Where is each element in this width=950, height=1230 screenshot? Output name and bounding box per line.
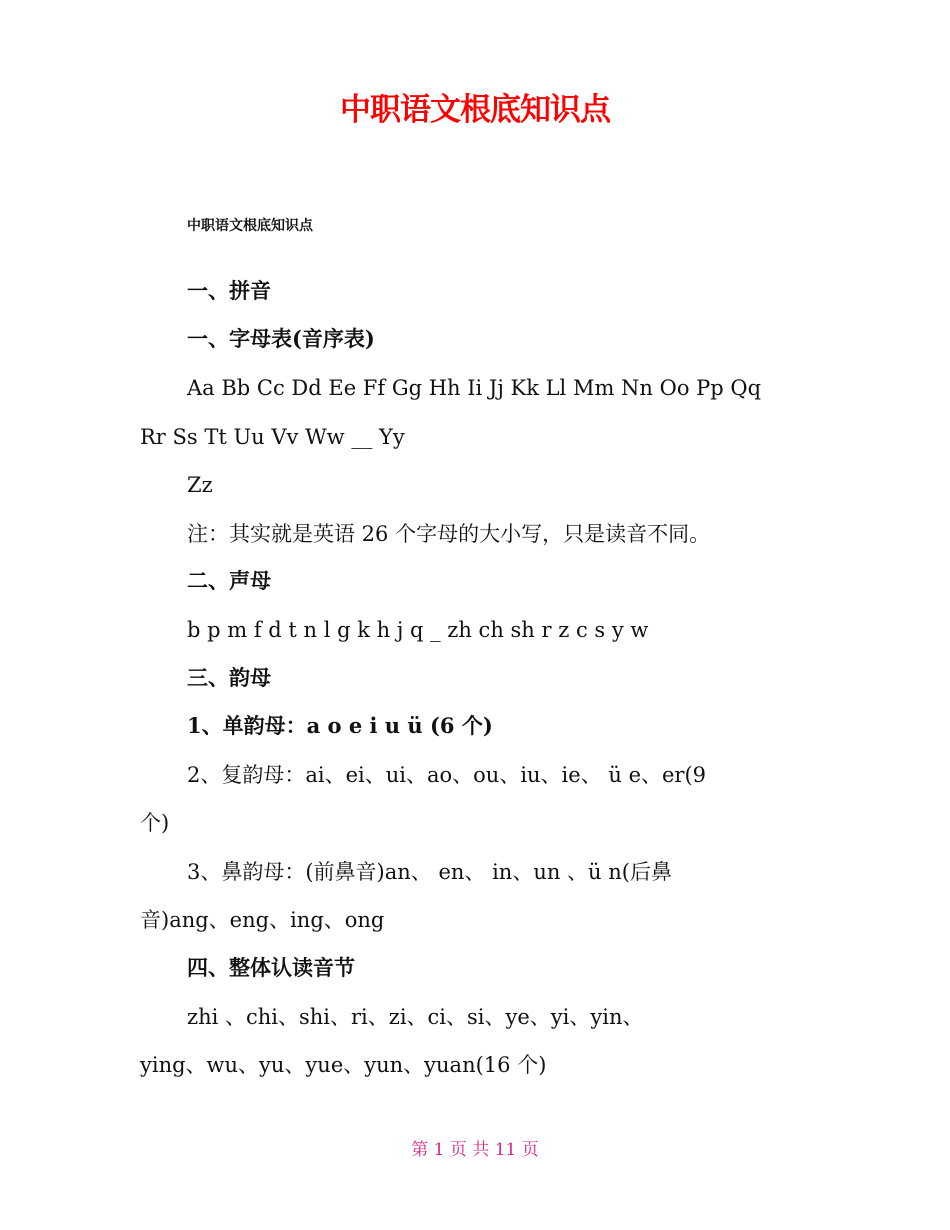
compound-finals-line-2: 个) [140,811,170,835]
single-finals-line: 1、单韵母：a o e i u ü (6 个) [187,713,493,738]
page-footer: 第 1 页 共 11 页 [411,1140,539,1160]
syllables-line-2: ying、wu、yu、yue、yun、yuan(16 个) [140,1053,547,1077]
nasal-finals-line-2: 音)ang、eng、ing、ong [140,908,385,932]
document-title: 中职语文根底知识点 [340,92,610,128]
alphabet-note: 注：其实就是英语 26 个字母的大小写，只是读音不同。 [187,522,711,546]
compound-finals-line-1: 2、复韵母：ai、ei、ui、ao、ou、iu、ie、 ü e、er(9 [187,763,707,787]
initials-list: b p m f d t n l g k h j q _ zh ch sh r z c s y w [187,618,649,642]
nasal-finals-line-1: 3、鼻韵母：(前鼻音)an、 en、 in、un 、ü n(后鼻 [187,860,672,884]
alphabet-line-3: Zz [187,473,213,497]
section-heading-initials: 二、声母 [187,568,271,593]
alphabet-line-2: Rr Ss Tt Uu Vv Ww __ Yy [140,425,405,449]
alphabet-line-1: Aa Bb Cc Dd Ee Ff Gg Hh Ii Jj Kk Ll Mm Nn Oo Pp Qq [187,376,762,400]
section-heading-pinyin: 一、拼音 [187,278,271,303]
section-heading-finals: 三、韵母 [187,665,271,690]
syllables-line-1: zhi 、chi、shi、ri、zi、ci、si、ye、yi、yin、 [187,1005,644,1029]
section-heading-syllables: 四、整体认读音节 [187,955,355,980]
document-subtitle: 中职语文根底知识点 [187,218,313,234]
subsection-heading-alphabet: 一、字母表(音序表) [187,326,375,351]
